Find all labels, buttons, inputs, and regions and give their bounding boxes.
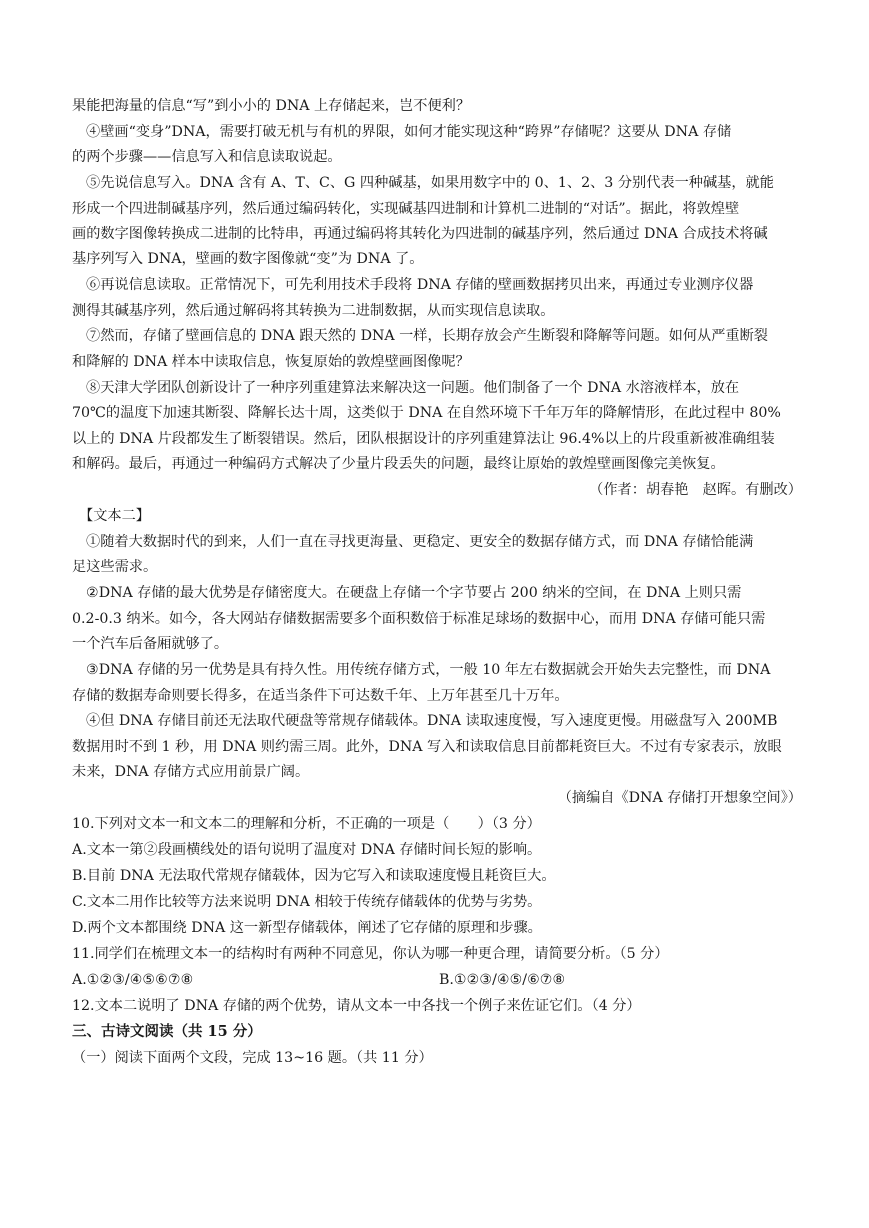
question-11-option-b: B.①②③/④⑤/⑥⑦⑧ — [439, 972, 566, 988]
paragraph-7-line-2: 和降解的 DNA 样本中读取信息，恢复原始的敦煌壁画图像呢？ — [72, 354, 470, 370]
text-two-title: 【文本二】 — [79, 508, 150, 524]
author-credit: （作者：胡春艳 赵晖。有删改） — [589, 482, 802, 498]
question-12: 12.文本二说明了 DNA 存储的两个优势，请从文本一中各找一个例子来佐证它们。（4 分） — [72, 998, 641, 1014]
text2-paragraph-2-line-1: ②DNA 存储的最大优势是存储密度大。在硬盘上存储一个字节要占 200 纳米的空间，在 DNA 上则只需 — [86, 585, 742, 601]
text2-paragraph-2-line-3: 一个汽车后备厢就够了。 — [72, 636, 229, 652]
question-10-option-c: C.文本二用作比较等方法来说明 DNA 相较于传统存储载体的优势与劣势。 — [72, 894, 542, 910]
source-credit: （摘编自《DNA 存储打开想象空间》） — [557, 790, 802, 806]
paragraph-5-line-3: 画的数字图像转换成二进制的比特串，再通过编码将其转化为四进制的碱基序列，然后通过 DNA 合成技术将碱 — [72, 226, 768, 242]
text2-paragraph-4-line-3: 未来，DNA 存储方式应用前景广阔。 — [72, 764, 310, 780]
text2-paragraph-3-line-2: 存储的数据寿命则要长得多，在适当条件下可达数千年、上万年甚至几十万年。 — [72, 688, 569, 704]
paragraph-continuation: 果能把海量的信息“写”到小小的 DNA 上存储起来，岂不便利？ — [72, 98, 471, 114]
paragraph-4-line-1: ④壁画“变身”DNA，需要打破无机与有机的界限，如何才能实现这种“跨界”存储呢？这要从 DNA 存储 — [86, 124, 732, 140]
paragraph-7-line-1: ⑦然而，存储了壁画信息的 DNA 跟天然的 DNA 一样，长期存放会产生断裂和降解等问题。如何从严重断裂 — [86, 328, 768, 344]
text2-paragraph-4-line-2: 数据用时不到 1 秒，用 DNA 则约需三周。此外，DNA 写入和读取信息目前都耗资巨大。不过有专家表示，放眼 — [72, 739, 782, 755]
section-3-subheading: （一）阅读下面两个文段，完成 13~16 题。（共 11 分） — [72, 1050, 433, 1066]
paragraph-5-line-4: 基序列写入 DNA，壁画的数字图像就“变”为 DNA 了。 — [72, 251, 424, 267]
paragraph-8-line-4: 和解码。最后，再通过一种编码方式解决了少量片段丢失的问题，最终让原始的敦煌壁画图像完美恢复。 — [72, 456, 725, 472]
paragraph-8-line-1: ⑧天津大学团队创新设计了一种序列重建算法来解决这一问题。他们制备了一个 DNA 水溶液样本，放在 — [86, 380, 740, 396]
question-10-option-b: B.目前 DNA 无法取代常规存储载体，因为它写入和读取速度慢且耗资巨大。 — [72, 868, 556, 884]
section-3-heading: 三、古诗文阅读（共 15 分） — [72, 1023, 262, 1040]
paragraph-8-line-2: 70℃的温度下加速其断裂、降解长达十周，这类似于 DNA 在自然环境下千年万年的降解情形，在此过程中 80% — [72, 405, 781, 421]
question-10-option-a: A.文本一第②段画横线处的语句说明了温度对 DNA 存储时间长短的影响。 — [72, 842, 542, 858]
text2-paragraph-3-line-1: ③DNA 存储的另一优势是具有持久性。用传统存储方式，一般 10 年左右数据就会开始失去完整性，而 DNA — [86, 662, 771, 678]
question-11: 11.同学们在梳理文本一的结构时有两种不同意见，你认为哪一种更合理，请简要分析。（5 分） — [72, 946, 669, 962]
paragraph-4-line-2: 的两个步骤——信息写入和信息读取说起。 — [72, 149, 342, 165]
paragraph-5-line-1: ⑤先说信息写入。DNA 含有 A、T、C、G 四种碱基，如果用数字中的 0、1、2、3 分别代表一种碱基，就能 — [86, 175, 774, 191]
paragraph-5-line-2: 形成一个四进制碱基序列，然后通过编码转化，实现碱基四进制和计算机二进制的“对话”。据此，将敦煌壁 — [72, 201, 740, 217]
text2-paragraph-2-line-2: 0.2-0.3 纳米。如今，各大网站存储数据需要多个面积数倍于标准足球场的数据中心，而用 DNA 存储可能只需 — [72, 611, 766, 627]
question-11-options — [72, 970, 802, 990]
text2-paragraph-1-line-1: ①随着大数据时代的到来，人们一直在寻找更海量、更稳定、更安全的数据存储方式，而 DNA 存储恰能满 — [86, 534, 754, 550]
question-10-option-d: D.两个文本都围绕 DNA 这一新型存储载体，阐述了它存储的原理和步骤。 — [72, 920, 542, 936]
paragraph-6-line-1: ⑥再说信息读取。正常情况下，可先利用技术手段将 DNA 存储的壁画数据拷贝出来，再通过专业测序仪器 — [86, 277, 754, 293]
text2-paragraph-4-line-1: ④但 DNA 存储目前还无法取代硬盘等常规存储载体。DNA 读取速度慢，写入速度更慢。用磁盘写入 200MB — [86, 713, 778, 729]
text2-paragraph-1-line-2: 足这些需求。 — [72, 559, 158, 575]
question-11-option-a: A.①②③/④⑤⑥⑦⑧ — [72, 972, 194, 988]
paragraph-8-line-3: 以上的 DNA 片段都发生了断裂错误。然后，团队根据设计的序列重建算法让 96.4%以上的片段重新被准确组装 — [72, 431, 775, 447]
paragraph-6-line-2: 测得其碱基序列，然后通过解码将其转换为二进制数据，从而实现信息读取。 — [72, 303, 555, 319]
question-10: 10.下列对文本一和文本二的理解和分析，不正确的一项是（ ）（3 分） — [72, 816, 541, 832]
